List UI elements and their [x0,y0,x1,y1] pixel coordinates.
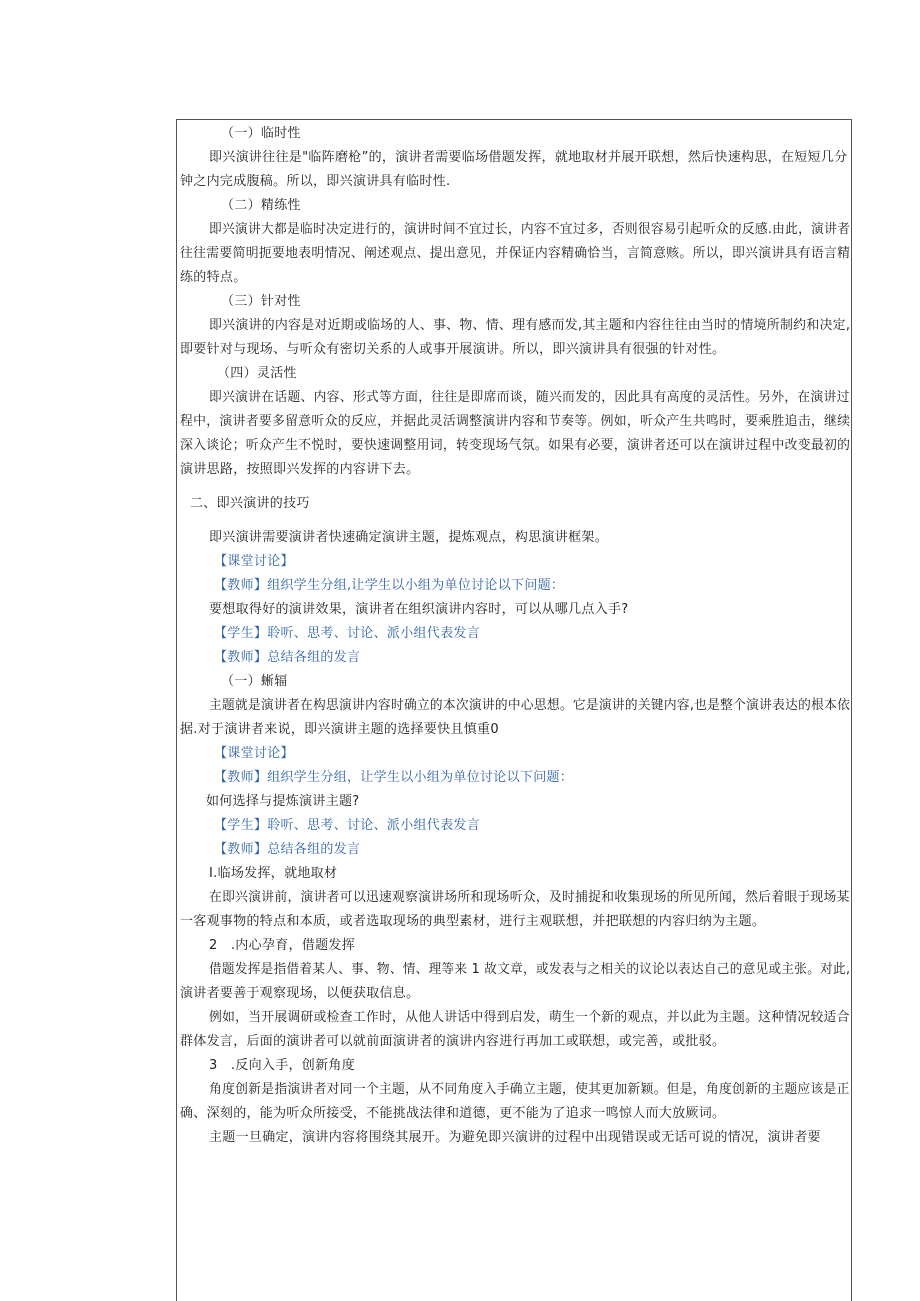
subheading-2: 2 .内心孕育，借题发挥 [209,938,356,953]
paragraph-line: 主题一旦确定，演讲内容将围绕其展开。为避免即兴演讲的过程中出现错误或无话可说的情况，演讲者要 [209,1130,821,1145]
paragraph-line: 即兴演讲往往是"临阵磨枪”的，演讲者需要临场借题发挥，就地取材并展开联想，然后快速构思，在短短几分 [209,150,848,165]
paragraph-line: 往往需要简明扼要地表明情况、阐述观点、提出意见，并保证内容精确恰当，言简意赅。所以，即兴演讲具有语言精 [180,246,851,261]
paragraph-line: 确、深刻的，能为听众所接受，不能挑战法律和道德，更不能为了追求一鸣惊人而大放厥词。 [180,1106,726,1121]
class-discussion-label: 【课堂讨论】 [214,554,294,569]
paragraph-line: 演讲者要善于观察现场，以便获取信息。 [180,986,420,1001]
paragraph-line: 在即兴演讲前，演讲者可以迅速观察演讲场所和现场听众，及时捕捉和收集现场的所见所闻，然后着眼于现场某 [209,890,850,905]
paragraph-line: 即兴演讲在话题、内容、形式等方面，往往是即席而谈，随兴而发的，因此具有高度的灵活性。另外，在演讲过 [209,390,850,405]
teacher-summary: 【教师】总结各组的发言 [214,650,361,665]
paragraph-line: 深入谈论；听众产生不悦时，要快速调整用词，转变现场气氛。如果有必要，演讲者还可以在演讲过程中改变最初的 [180,438,851,453]
paragraph-line: 即兴演讲大都是临时决定进行的，演讲时间不宜过长，内容不宜过多，否则很容易引起听众的反感.由此，演讲者 [209,222,851,237]
paragraph-line: 一客观事物的特点和本质，或者选取现场的典型素材，进行主观联想，并把联想的内容归纳为主题。 [180,914,766,929]
paragraph-line: 练的特点。 [180,270,247,285]
subheading-3: 3 .反向入手，创新角度 [209,1058,356,1073]
paragraph-line: 即要针对与现场、与听众有密切关系的人或事开展演讲。所以，即兴演讲具有很强的针对性。 [180,342,726,357]
paragraph-line: 钟之内完成腹稿。所以，即兴演讲具有临时性. [180,174,451,189]
heading-flexible: （四）灵活性 [217,366,297,381]
paragraph-line: 即兴演讲需要演讲者快速确定演讲主题，提炼观点，构思演讲框架。 [209,530,609,545]
paragraph-line: 程中，演讲者要多留意听众的反应，并据此灵活调整演讲内容和节奏等。例如，听众产生共鸣时，要乘胜追击，继续 [180,414,851,429]
heading-theme: （一）蜥辐 [221,674,288,689]
paragraph-line: 借题发挥是指借着某人、事、物、情、理等来 1 故文章，或发表与之相关的议论以表达自己的意见或主张。对此, [209,962,851,977]
class-discussion-label: 【课堂讨论】 [214,746,294,761]
discussion-question: 如何选择与提炼演讲主题? [206,794,360,809]
paragraph-line: 角度创新是指演讲者对同一个主题，从不同角度入手确立主题，使其更加新颖。但是，角度创新的主题应该是正 [209,1082,850,1097]
paragraph-line: 据.对于演讲者来说，即兴演讲主题的选择要快且慎重0 [180,722,499,737]
teacher-summary: 【教师】总结各组的发言 [214,842,361,857]
student-activity: 【学生】聆听、思考、讨论、派小组代表发言 [214,626,481,641]
paragraph-line: 演讲思路，按照即兴发挥的内容讲下去。 [180,462,420,477]
paragraph-line: 即兴演讲的内容是对近期或临场的人、事、物、情、理有感而发,其主题和内容往往由当时的情境所制约和决定, [209,318,851,333]
section-heading-skills: 二、即兴演讲的技巧 [190,496,310,511]
heading-temporary: （一）临时性 [221,126,301,141]
discussion-question: 要想取得好的演讲效果，演讲者在组织演讲内容时，可以从哪几点入手? [209,602,629,617]
teacher-instruction: 【教师】组织学生分组,让学生以小组为单位讨论以下问题： [214,578,565,593]
teacher-instruction: 【教师】组织学生分组，让学生以小组为单位讨论以下问题： [214,770,574,785]
paragraph-line: 群体发言，后面的演讲者可以就前面演讲者的演讲内容进行再加工或联想，或完善，或批驳。 [180,1034,726,1049]
subheading-1: I.临场发挥，就地取材 [209,866,338,881]
heading-concise: （二）精练性 [221,198,301,213]
student-activity: 【学生】聆听、思考、讨论、派小组代表发言 [214,818,481,833]
paragraph-line: 例如，当开展调研或检查工作时，从他人讲话中得到启发，萌生一个新的观点，并以此为主题。这种情况较适合 [209,1010,850,1025]
paragraph-line: 主题就是演讲者在构思演讲内容时确立的本次演讲的中心思想。它是演讲的关键内容,也是整个演讲表达的根本依 [209,698,851,713]
heading-targeted: （三）针对性 [221,294,301,309]
